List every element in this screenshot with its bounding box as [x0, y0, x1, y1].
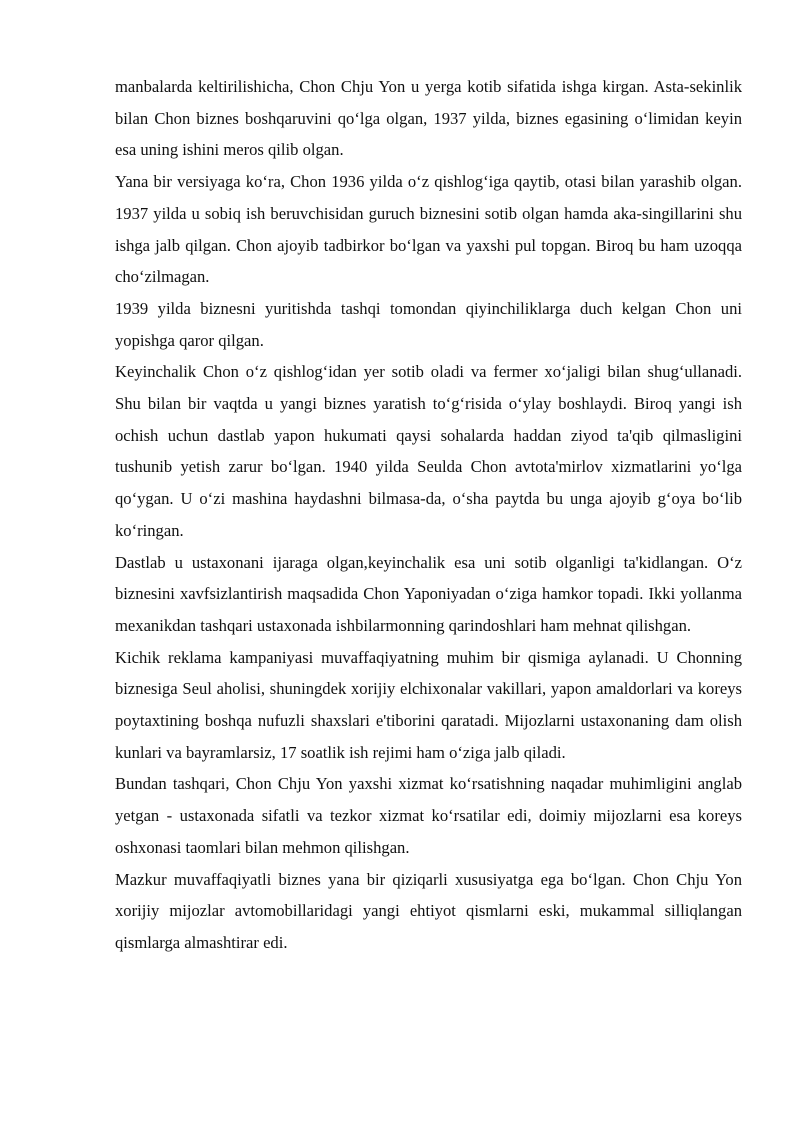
paragraph-5: Dastlab u ustaxonani ijaraga olgan,keyinchalik esa uni sotib olganligi ta'kidlangan. O‘z biznesini xavfsizlantirish maqsadida Chon Yaponiyadan o‘ziga hamkor topadi. Ikki yollanma mexanikdan tashqari ustaxonada ishbilarmonning qarindoshlari ham mehnat qilishgan.: [115, 552, 742, 635]
paragraph-3: 1939 yilda biznesni yuritishda tashqi tomondan qiyinchiliklarga duch kelgan Chon uni yopishga qaror qilgan.: [115, 298, 742, 350]
paragraph-2: Yana bir versiyaga ko‘ra, Chon 1936 yilda o‘z qishlog‘iga qaytib, otasi bilan yarashib olgan. 1937 yilda u sobiq ish beruvchisidan guruch biznesini sotib olgan hamda aka-singillarini shu ishga jalb qilgan. Chon ajoyib tadbirkor bo‘lgan va yaxshi pul topgan. Biroq bu ham uzoqqa cho‘zilmagan.: [115, 172, 742, 287]
paragraph-1: manbalarda keltirilishicha, Chon Chju Yon u yerga kotib sifatida ishga kirgan. Asta-sekinlik bilan Chon biznes boshqaruvini qo‘lga olgan, 1937 yilda, biznes egasining o‘limidan keyin esa uning ishini meros qilib olgan.: [115, 77, 742, 160]
paragraph-6: Kichik reklama kampaniyasi muvaffaqiyatning muhim bir qismiga aylanadi. U Chonning biznesiga Seul aholisi, shuningdek xorijiy elchixonalar vakillari, yapon amaldorlari va koreys poytaxtining boshqa nufuzli shaxslari e'tiborini qaratadi. Mijozlarni ustaxonaning dam olish kunlari va bayramlarsiz, 17 soatlik ish rejimi ham o‘ziga jalb qiladi.: [115, 647, 742, 762]
paragraph-4: Keyinchalik Chon o‘z qishlog‘idan yer sotib oladi va fermer xo‘jaligi bilan shug‘ullanadi. Shu bilan bir vaqtda u yangi biznes yaratish to‘g‘risida o‘ylay boshlaydi. Biroq yangi ish ochish uchun dastlab yapon hukumati qaysi sohalarda haddan ziyod ta'qib qilmasligini tushunib yetish zarur bo‘lgan. 1940 yilda Seulda Chon avtota'mirlov xizmatlarini yo‘lga qo‘ygan. U o‘zi mashina haydashni bilmasa-da, o‘sha paytda bu unga ajoyib g‘oya bo‘lib ko‘ringan.: [115, 362, 742, 540]
paragraph-8: Mazkur muvaffaqiyatli biznes yana bir qiziqarli xususiyatga ega bo‘lgan. Chon Chju Yon xorijiy mijozlar avtomobillaridagi yangi ehtiyot qismlarni eski, mukammal silliqlangan qismlarga almashtirar edi.: [115, 869, 742, 952]
paragraph-7: Bundan tashqari, Chon Chju Yon yaxshi xizmat ko‘rsatishning naqadar muhimligini anglab yetgan - ustaxonada sifatli va tezkor xizmat ko‘rsatilar edi, doimiy mijozlarni esa koreys oshxonasi taomlari bilan mehmon qilishgan.: [115, 774, 742, 857]
document-page: [115, 71, 742, 959]
